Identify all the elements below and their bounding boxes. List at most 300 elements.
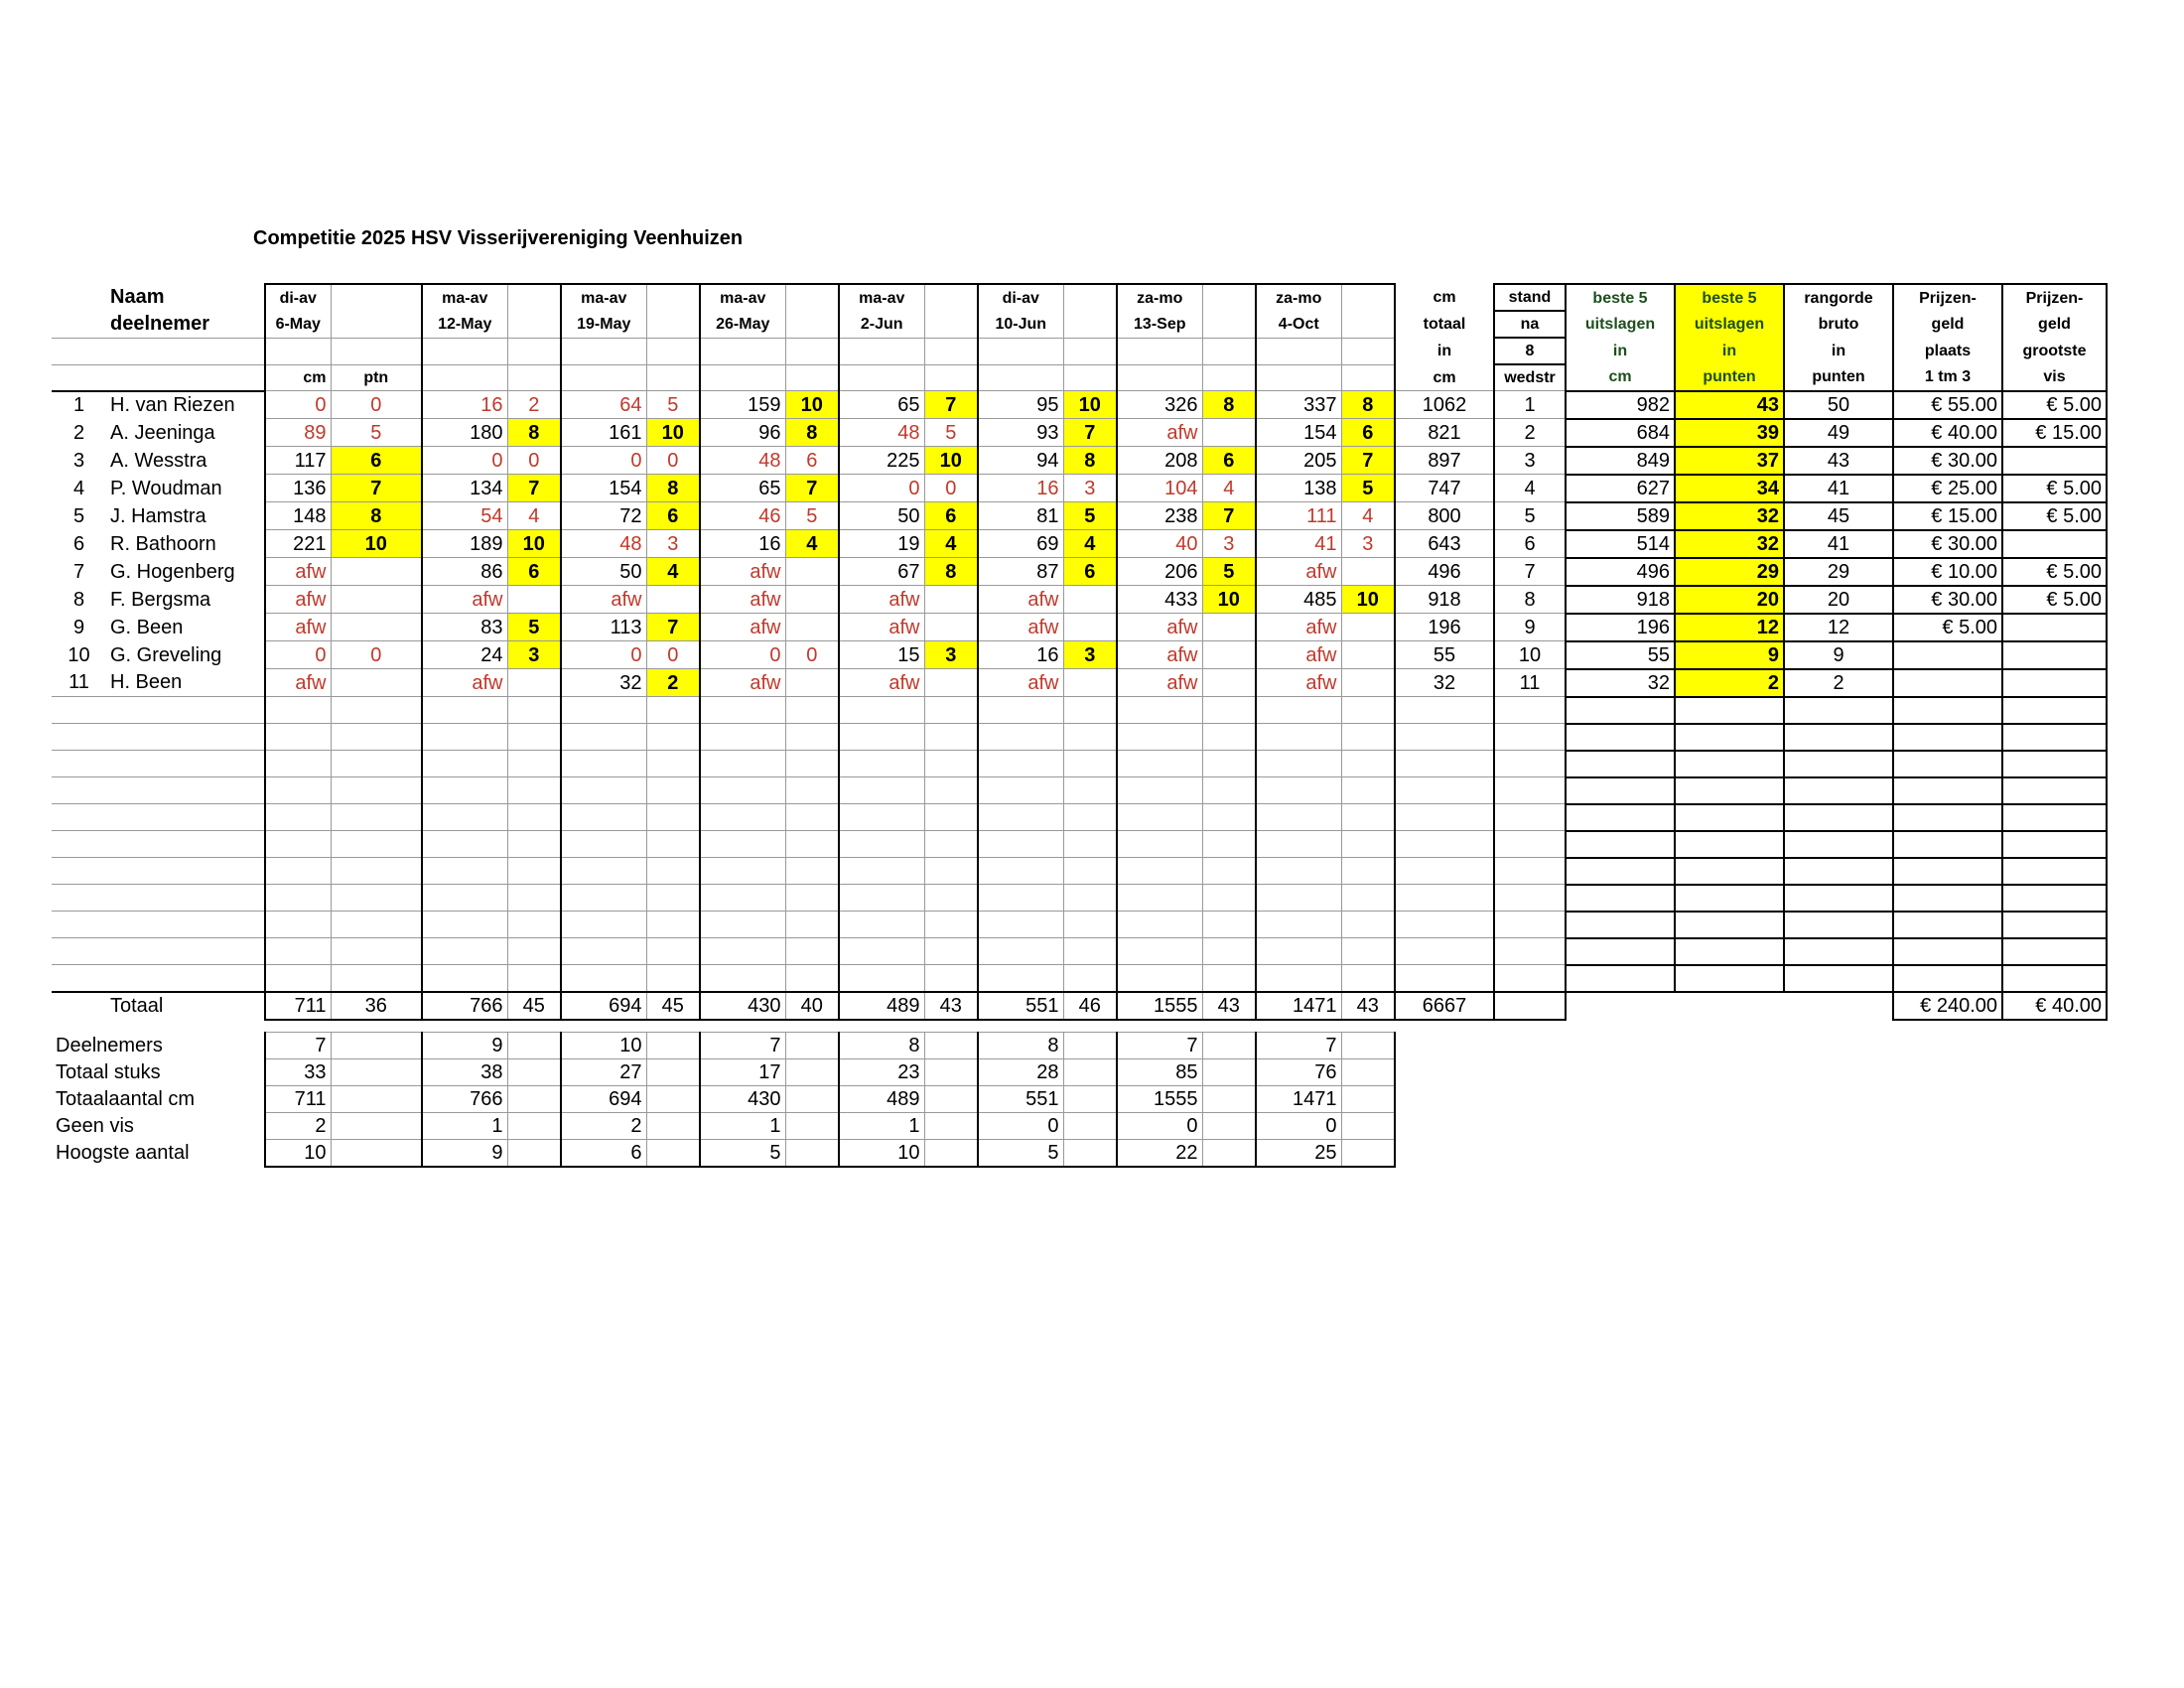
round-ptn	[785, 614, 839, 641]
empty-cell	[978, 831, 1063, 858]
participant-row	[52, 614, 2107, 641]
empty-cell	[422, 804, 507, 831]
empty-cell	[1566, 885, 1675, 912]
rangorde-bruto: 2	[1784, 669, 1893, 697]
empty-cell	[1893, 804, 2002, 831]
empty-cell	[1675, 751, 1784, 777]
participant-name: G. Greveling	[110, 643, 222, 666]
empty-cell	[978, 697, 1063, 724]
round-day: ma-av	[561, 284, 646, 311]
round-ptn: 4	[646, 558, 700, 586]
round-ptn: 0	[331, 391, 422, 419]
participant-name: A. Jeeninga	[110, 421, 215, 444]
empty-cell	[1566, 751, 1675, 777]
stats-value: 1	[700, 1113, 785, 1140]
empty-cell	[1494, 777, 1566, 804]
prijzengeld-plaats: € 30.00	[1893, 447, 2002, 475]
empty-cell	[331, 1059, 422, 1086]
round-cm: 72	[561, 502, 646, 530]
empty-cell	[507, 1033, 561, 1059]
round-cm: 41	[1256, 530, 1341, 558]
summary-header: in	[1566, 338, 1675, 364]
participant-row	[52, 419, 2107, 447]
round-ptn: 5	[507, 614, 561, 641]
empty-cell	[265, 831, 331, 858]
stand: 9	[1494, 614, 1566, 641]
round-cm: 48	[839, 419, 924, 447]
empty-cell	[1202, 777, 1256, 804]
empty-cell	[1063, 885, 1117, 912]
round-ptn: 5	[331, 419, 422, 447]
empty-cell	[1063, 751, 1117, 777]
round-cm: 433	[1117, 586, 1202, 614]
total-round-ptn: 36	[331, 992, 422, 1020]
round-ptn: 5	[1063, 502, 1117, 530]
round-cm: 134	[422, 475, 507, 502]
round-ptn: 4	[507, 502, 561, 530]
empty-cell	[646, 1113, 700, 1140]
participant-nr: 3	[72, 449, 85, 472]
empty-cell	[507, 697, 561, 724]
empty-cell	[1784, 992, 1893, 1020]
empty-cell	[265, 697, 331, 724]
empty-cell	[331, 777, 422, 804]
empty-cell	[1202, 885, 1256, 912]
empty-cell	[1117, 858, 1202, 885]
stats-value: 10	[561, 1033, 646, 1059]
empty-cell	[507, 831, 561, 858]
prijzengeld-vis: € 5.00	[2002, 586, 2107, 614]
empty-cell	[1893, 912, 2002, 938]
empty-cell	[1256, 777, 1341, 804]
empty-cell	[1494, 724, 1566, 751]
prijzengeld-vis: € 15.00	[2002, 419, 2107, 447]
empty-cell	[785, 804, 839, 831]
prijzengeld-vis: € 5.00	[2002, 391, 2107, 419]
header-blank	[561, 338, 646, 364]
total-round-cm: 766	[422, 992, 507, 1020]
round-ptn: 4	[1341, 502, 1395, 530]
round-ptn: 8	[1341, 391, 1395, 419]
round-ptn	[1063, 669, 1117, 697]
prijzengeld-vis	[2002, 669, 2107, 697]
round-cm: afw	[978, 669, 1063, 697]
round-ptn	[331, 614, 422, 641]
round-ptn: 8	[924, 558, 978, 586]
summary-header: rangorde	[1784, 284, 1893, 311]
stand: 7	[1494, 558, 1566, 586]
round-ptn: 4	[1202, 475, 1256, 502]
empty-cell	[507, 912, 561, 938]
round-day: ma-av	[422, 284, 507, 311]
empty-cell	[2002, 751, 2107, 777]
stand: 5	[1494, 502, 1566, 530]
stats-value: 27	[561, 1059, 646, 1086]
round-cm: afw	[1256, 558, 1341, 586]
summary-header: beste 5	[1566, 284, 1675, 311]
participant-row	[52, 558, 2107, 586]
total-round-cm: 1555	[1117, 992, 1202, 1020]
participant-nr: 6	[72, 532, 85, 555]
empty-cell	[1566, 858, 1675, 885]
rangorde-bruto: 45	[1784, 502, 1893, 530]
empty-cell	[331, 1086, 422, 1113]
round-ptn: 7	[924, 391, 978, 419]
round-cm: 86	[422, 558, 507, 586]
round-day: za-mo	[1117, 284, 1202, 311]
empty-cell	[646, 777, 700, 804]
participant-nr: 9	[72, 616, 85, 638]
empty-cell	[1341, 804, 1395, 831]
empty-cell	[1256, 697, 1341, 724]
empty-cell	[1675, 965, 1784, 992]
empty-cell	[507, 1086, 561, 1113]
round-ptn	[507, 586, 561, 614]
round-ptn: 6	[1063, 558, 1117, 586]
stats-value: 1	[839, 1113, 924, 1140]
empty-cell	[1117, 777, 1202, 804]
empty-cell	[1341, 885, 1395, 912]
header-blank	[924, 311, 978, 338]
summary-header: cm	[1566, 364, 1675, 391]
empty-cell	[839, 804, 924, 831]
header-blank	[785, 284, 839, 311]
empty-cell	[1675, 697, 1784, 724]
participant-name: H. van Riezen	[106, 391, 265, 419]
round-cm: 0	[422, 447, 507, 475]
participant-nr: 7	[72, 560, 85, 583]
empty-cell	[1063, 938, 1117, 965]
empty-cell	[331, 858, 422, 885]
prijzengeld-plaats: € 10.00	[1893, 558, 2002, 586]
header-blank	[507, 311, 561, 338]
empty-cell	[561, 724, 646, 751]
stats-value: 9	[422, 1033, 507, 1059]
empty-cell	[1063, 777, 1117, 804]
round-ptn: 10	[331, 530, 422, 558]
totals-row	[52, 992, 2107, 1020]
round-ptn: 7	[785, 475, 839, 502]
empty-cell	[1202, 938, 1256, 965]
header-blank	[331, 311, 422, 338]
stats-label: Totaalaantal cm	[56, 1088, 196, 1110]
round-ptn	[1202, 641, 1256, 669]
best5-punten: 12	[1675, 614, 1784, 641]
round-day: ma-av	[700, 284, 785, 311]
stats-value: 28	[978, 1059, 1063, 1086]
empty-cell	[1202, 831, 1256, 858]
empty-cell	[1675, 858, 1784, 885]
empty-cell	[924, 751, 978, 777]
round-cm: 46	[700, 502, 785, 530]
empty-cell	[1893, 831, 2002, 858]
best5-punten: 39	[1675, 419, 1784, 447]
header-blank	[422, 364, 507, 391]
empty-cell	[978, 912, 1063, 938]
round-cm: 337	[1256, 391, 1341, 419]
best5-punten: 43	[1675, 391, 1784, 419]
header-naam: deelnemer	[106, 311, 265, 338]
round-cm: 64	[561, 391, 646, 419]
round-cm: 93	[978, 419, 1063, 447]
round-cm: afw	[561, 586, 646, 614]
header-blank	[1117, 364, 1202, 391]
prijzengeld-vis	[2002, 447, 2107, 475]
header-blank	[52, 364, 106, 391]
empty-cell	[924, 1113, 978, 1140]
total-cm: 6667	[1395, 992, 1494, 1020]
empty-cell	[52, 965, 106, 992]
stand: 2	[1494, 419, 1566, 447]
participant-nr: 8	[72, 588, 85, 611]
empty-cell	[646, 697, 700, 724]
empty-cell	[646, 938, 700, 965]
total-round-ptn: 45	[646, 992, 700, 1020]
round-ptn: 6	[646, 502, 700, 530]
empty-cell	[646, 804, 700, 831]
round-cm: afw	[265, 558, 331, 586]
empty-cell	[1893, 724, 2002, 751]
participant-row	[52, 447, 2107, 475]
empty-cell	[106, 965, 265, 992]
header-blank	[52, 311, 106, 338]
empty-cell	[785, 724, 839, 751]
round-cm: 50	[561, 558, 646, 586]
round-ptn	[646, 586, 700, 614]
round-ptn	[1341, 641, 1395, 669]
empty-cell	[1784, 858, 1893, 885]
empty-cell	[561, 831, 646, 858]
empty-cell	[1063, 858, 1117, 885]
empty-row	[52, 858, 2107, 885]
prijzengeld-vis: € 5.00	[2002, 475, 2107, 502]
empty-cell	[106, 938, 265, 965]
summary-header: cm	[1395, 284, 1494, 311]
empty-cell	[265, 965, 331, 992]
stats-label: Geen vis	[56, 1115, 134, 1137]
empty-cell	[2002, 912, 2107, 938]
round-cm: 48	[700, 447, 785, 475]
empty-cell	[1341, 858, 1395, 885]
empty-cell	[839, 697, 924, 724]
empty-cell	[1202, 1059, 1256, 1086]
empty-cell	[422, 697, 507, 724]
round-cm: afw	[1117, 419, 1202, 447]
round-cm: afw	[700, 558, 785, 586]
empty-cell	[978, 965, 1063, 992]
round-ptn: 8	[646, 475, 700, 502]
empty-cell	[265, 751, 331, 777]
empty-cell	[1117, 751, 1202, 777]
empty-cell	[507, 751, 561, 777]
empty-cell	[1784, 831, 1893, 858]
empty-cell	[561, 912, 646, 938]
stats-value: 2	[561, 1113, 646, 1140]
empty-cell	[839, 912, 924, 938]
best5-cm: 196	[1566, 614, 1675, 641]
empty-cell	[1395, 804, 1494, 831]
empty-cell	[1494, 885, 1566, 912]
participant-name: J. Hamstra	[110, 504, 206, 527]
empty-cell	[507, 885, 561, 912]
best5-punten: 32	[1675, 530, 1784, 558]
stats-value: 10	[265, 1140, 331, 1168]
total-cm: 918	[1395, 586, 1494, 614]
empty-cell	[507, 804, 561, 831]
best5-punten: 29	[1675, 558, 1784, 586]
round-ptn: 7	[1202, 502, 1256, 530]
round-ptn: 0	[646, 447, 700, 475]
round-cm: 159	[700, 391, 785, 419]
stats-value: 17	[700, 1059, 785, 1086]
round-ptn: 5	[1341, 475, 1395, 502]
header-blank	[331, 284, 422, 311]
participant-nr: 11	[68, 671, 89, 694]
total-round-cm: 694	[561, 992, 646, 1020]
empty-cell	[785, 938, 839, 965]
round-ptn: 8	[785, 419, 839, 447]
empty-cell	[839, 724, 924, 751]
empty-row	[52, 938, 2107, 965]
round-ptn: 3	[1341, 530, 1395, 558]
empty-cell	[52, 858, 106, 885]
rangorde-bruto: 50	[1784, 391, 1893, 419]
best5-punten: 2	[1675, 669, 1784, 697]
empty-cell	[331, 912, 422, 938]
statistics-table	[52, 1032, 1396, 1168]
round-ptn: 0	[785, 641, 839, 669]
empty-cell	[1784, 804, 1893, 831]
round-ptn	[924, 669, 978, 697]
header-blank	[1063, 284, 1117, 311]
prijzengeld-vis	[2002, 641, 2107, 669]
empty-cell	[1566, 697, 1675, 724]
header-row	[52, 364, 2107, 391]
round-ptn	[924, 614, 978, 641]
stand: 6	[1494, 530, 1566, 558]
empty-cell	[646, 724, 700, 751]
empty-cell	[700, 751, 785, 777]
total-round-ptn: 43	[1341, 992, 1395, 1020]
empty-cell	[646, 858, 700, 885]
empty-cell	[700, 965, 785, 992]
round-ptn	[924, 586, 978, 614]
header-blank	[507, 284, 561, 311]
header-blank	[646, 311, 700, 338]
empty-cell	[106, 804, 265, 831]
stats-value: 76	[1256, 1059, 1341, 1086]
empty-cell	[700, 938, 785, 965]
empty-cell	[978, 751, 1063, 777]
stats-value: 8	[978, 1033, 1063, 1059]
empty-cell	[52, 885, 106, 912]
round-cm: afw	[1117, 669, 1202, 697]
empty-cell	[785, 1113, 839, 1140]
empty-cell	[561, 751, 646, 777]
empty-cell	[561, 858, 646, 885]
stand: 3	[1494, 447, 1566, 475]
empty-cell	[700, 912, 785, 938]
participant-name: G. Hogenberg	[110, 560, 235, 583]
header-blank	[1256, 364, 1341, 391]
total-round-cm: 430	[700, 992, 785, 1020]
empty-cell	[1256, 912, 1341, 938]
round-cm: 87	[978, 558, 1063, 586]
empty-cell	[52, 831, 106, 858]
total-round-cm: 551	[978, 992, 1063, 1020]
empty-cell	[1566, 804, 1675, 831]
round-ptn	[331, 669, 422, 697]
total-round-ptn: 43	[924, 992, 978, 1020]
round-cm: afw	[978, 586, 1063, 614]
participant-row	[52, 586, 2107, 614]
empty-cell	[331, 751, 422, 777]
empty-cell	[1784, 777, 1893, 804]
stats-value: 8	[839, 1033, 924, 1059]
empty-cell	[1202, 724, 1256, 751]
empty-cell	[561, 885, 646, 912]
stats-value: 5	[978, 1140, 1063, 1168]
round-ptn: 10	[1063, 391, 1117, 419]
empty-cell	[1341, 1033, 1395, 1059]
empty-cell	[1566, 965, 1675, 992]
empty-cell	[1341, 912, 1395, 938]
empty-cell	[924, 858, 978, 885]
stats-value: 551	[978, 1086, 1063, 1113]
empty-row	[52, 777, 2107, 804]
empty-cell	[839, 965, 924, 992]
empty-cell	[561, 965, 646, 992]
empty-cell	[422, 938, 507, 965]
best5-punten: 9	[1675, 641, 1784, 669]
summary-header: punten	[1784, 364, 1893, 391]
header-blank	[331, 338, 422, 364]
stats-value: 0	[978, 1113, 1063, 1140]
empty-cell	[924, 724, 978, 751]
header-blank	[106, 338, 265, 364]
round-cm: afw	[422, 669, 507, 697]
empty-cell	[1202, 965, 1256, 992]
header-row	[52, 338, 2107, 364]
round-ptn: 3	[507, 641, 561, 669]
empty-cell	[265, 885, 331, 912]
round-ptn	[1063, 586, 1117, 614]
header-blank	[1117, 338, 1202, 364]
round-cm: 0	[561, 447, 646, 475]
empty-cell	[700, 885, 785, 912]
round-cm: afw	[700, 669, 785, 697]
empty-cell	[507, 1140, 561, 1168]
empty-cell	[924, 1059, 978, 1086]
round-cm: 136	[265, 475, 331, 502]
empty-cell	[646, 1033, 700, 1059]
stats-value: 1555	[1117, 1086, 1202, 1113]
empty-cell	[1395, 912, 1494, 938]
empty-cell	[924, 697, 978, 724]
empty-cell	[1341, 1059, 1395, 1086]
round-ptn: 10	[1202, 586, 1256, 614]
empty-cell	[331, 724, 422, 751]
header-blank	[978, 338, 1063, 364]
summary-header: Prijzen-	[1893, 284, 2002, 311]
empty-cell	[1202, 1086, 1256, 1113]
round-ptn: 0	[331, 641, 422, 669]
stats-label: Hoogste aantal	[56, 1142, 190, 1165]
header-blank	[1063, 364, 1117, 391]
total-round-ptn: 43	[1202, 992, 1256, 1020]
round-ptn	[331, 558, 422, 586]
stats-label: Totaal stuks	[56, 1061, 161, 1083]
